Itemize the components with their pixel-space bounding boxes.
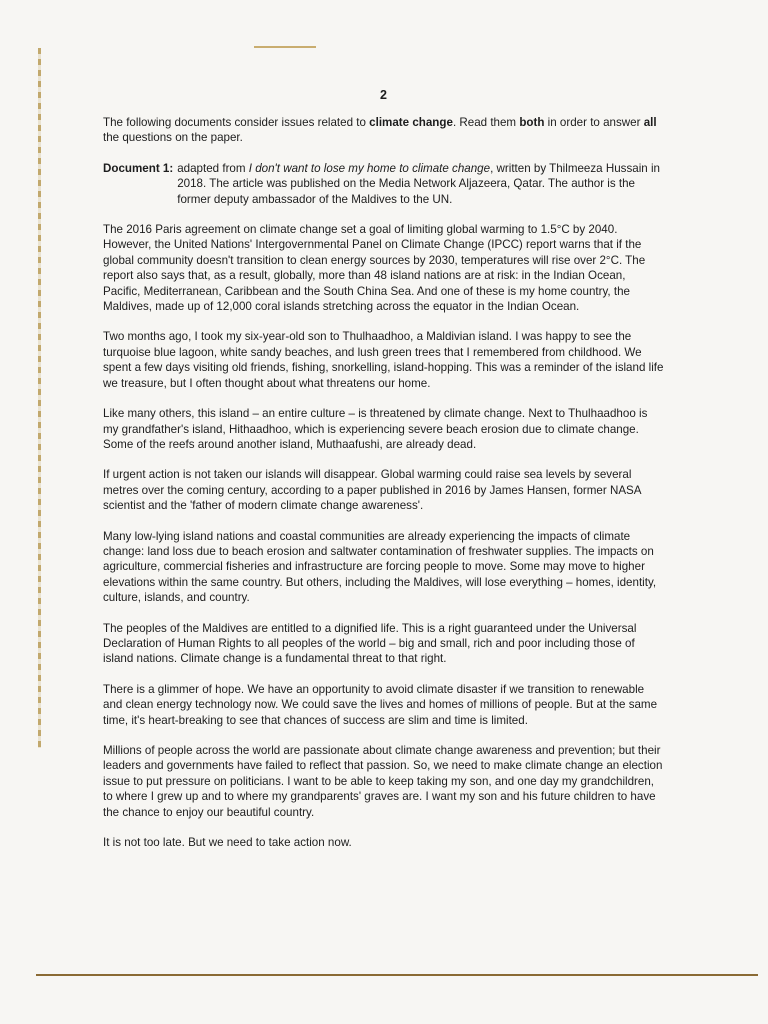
document-1-header <box>103 161 666 207</box>
body-paragraph: Many low-lying island nations and coastal communities are already experiencing the impacts of climate change: land loss due to beach erosion and saltwater contamination of freshwater supplies. The impacts on agriculture, commercial fisheries and infrastructure are forcing people to move. Some may move to higher elevations within the same country. But others, including the Maldives, will lose everything – homes, identity, culture, islands, and country. <box>103 529 657 605</box>
intro-text: . Read them <box>452 116 520 129</box>
body-paragraph: Two months ago, I took my six-year-old son to Thulhaadhoo, a Maldivian island. I was happy to see the turquoise blue lagoon, white sandy beaches, and lush green trees that I remembered from childhood. We spent a few days visiting old friends, fishing, snorkelling, island-hopping. This was a reminder of the island life we treasure, but I often thought about what threatens our home. <box>103 330 664 390</box>
document-1-article-title: I don't want to lose my home to climate change <box>248 161 491 175</box>
bottom-rule <box>36 974 758 976</box>
body-paragraph: Like many others, this island – an entire culture – is threatened by climate change. Next to Thulhaadhoo is my grandfather's island, Hithaadhoo, which is experiencing severe beach erosion due to climate change. Some of the reefs around another island, Muthaafushi, are already dead. <box>103 407 648 451</box>
body-paragraph: The peoples of the Maldives are entitled to a dignified life. This is a right guaranteed under the Universal Declaration of Human Rights to all peoples of the world – big and small, rich and poor including those of island nations. Climate change is a fundamental threat to that right. <box>103 621 637 666</box>
intro-paragraph <box>103 115 666 146</box>
intro-text: in order to answer <box>544 116 644 129</box>
body-paragraph: Millions of people across the world are passionate about climate change awareness and prevention; but their leaders and governments have failed to reflect that passion. So, we need to make climate change an election issue to put pressure on politicians. I want to be able to keep taking my son, and one day my grandchildren, to where I grew up and to where my grandparents' graves are. I want my son and his future children to have the chance to enjoy our beautiful country. <box>103 744 663 819</box>
closing-paragraph: It is not too late. But we need to take action now. <box>103 836 352 850</box>
intro-bold-both: both <box>519 116 545 129</box>
intro-bold-climate-change: climate change <box>369 116 453 129</box>
body-paragraph: If urgent action is not taken our islands will disappear. Global warming could raise sea levels by several metres over the coming century, according to a paper published in 2016 by James Hansen, former NASA scientist and the 'father of modern climate change awareness'. <box>103 468 641 513</box>
binding-edge <box>38 48 41 748</box>
document-1-label: Document 1: <box>103 161 174 175</box>
document-1-source-text: , written by Thilmeeza Hussain in 2018. The article was published on the Media Network Aljazeera, Qatar. The author is the former deputy ambassador of the Maldives to the UN. <box>177 161 660 206</box>
intro-text: the questions on the paper. <box>103 131 243 145</box>
intro-text: The following documents consider issues related to <box>103 116 370 129</box>
body-paragraph: There is a glimmer of hope. We have an opportunity to avoid climate disaster if we transition to renewable and clean energy technology now. We could save the lives and homes of millions of people. But at the same time, it's heart-breaking to see that chances of success are slim and time is limited. <box>103 682 658 727</box>
document-content <box>103 115 666 865</box>
document-1-source-text: adapted from <box>177 161 249 175</box>
body-paragraph: The 2016 Paris agreement on climate change set a goal of limiting global warming to 1.5°C by 2040. However, the United Nations' Intergovernmental Panel on Climate Change (IPCC) report warns that if the global community doesn't transition to clean energy sources by 2030, temperatures will rise over 2°C. The report also says that, as a result, globally, more than 48 island nations are at risk: in the Indian Ocean, Pacific, Mediterranean, Caribbean and the South China Sea. And one of these is my home country, the Maldives, made up of 12,000 coral islands stretching across the equator in the Indian Ocean. <box>103 223 646 314</box>
document-1-source <box>177 161 666 207</box>
page-number: 2 <box>380 88 387 102</box>
intro-bold-all: all <box>643 116 657 129</box>
top-rule <box>254 46 316 48</box>
